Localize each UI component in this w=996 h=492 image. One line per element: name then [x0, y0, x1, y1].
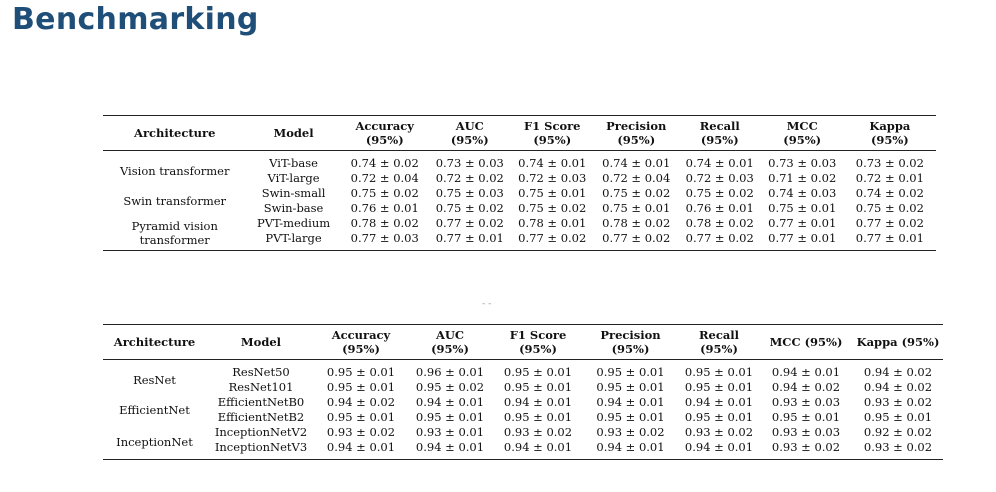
table-row — [103, 440, 943, 460]
metric-cell: 0.95 ± 0.01 — [684, 365, 754, 379]
header-ci: (95%) — [365, 133, 404, 147]
model-cell: Swin-base — [263, 201, 324, 215]
header-label: Kappa — [869, 119, 911, 133]
metric-cell: 0.77 ± 0.03 — [350, 231, 419, 245]
metric-cell: 0.95 ± 0.01 — [596, 365, 665, 379]
stray-mark: - - — [482, 299, 492, 309]
header-f1 — [494, 325, 582, 360]
header-ci: (95%) — [519, 342, 557, 356]
metric-cell: 0.73 ± 0.03 — [435, 156, 504, 170]
header-label: Recall — [699, 119, 740, 133]
model-cell: Swin-small — [261, 186, 326, 200]
metric-cell: 0.93 ± 0.02 — [684, 425, 754, 439]
metric-cell: 0.73 ± 0.03 — [768, 156, 837, 170]
metric-cell: 0.75 ± 0.02 — [350, 186, 419, 200]
metric-cell: 0.72 ± 0.04 — [602, 171, 671, 185]
metric-cell: 0.94 ± 0.01 — [596, 440, 665, 454]
header-ci: (95%) — [431, 342, 469, 356]
metric-cell: 0.71 ± 0.02 — [768, 171, 837, 185]
table-row — [103, 380, 943, 395]
metric-cell: 0.75 ± 0.02 — [435, 201, 504, 215]
table-row — [103, 360, 943, 381]
metric-cell: 0.94 ± 0.01 — [415, 440, 485, 454]
header-ci: (95%) — [533, 133, 572, 147]
metric-cell: 0.77 ± 0.01 — [855, 231, 924, 245]
table-header-row — [103, 325, 943, 360]
metric-cell: 0.94 ± 0.01 — [503, 395, 573, 409]
model-cell: InceptionNetV2 — [214, 425, 308, 439]
model-cell: EfficientNetB0 — [217, 395, 305, 409]
metric-cell: 0.74 ± 0.01 — [518, 156, 587, 170]
header-recall — [679, 325, 759, 360]
metric-cell: 0.74 ± 0.02 — [855, 186, 924, 200]
metric-cell: 0.72 ± 0.04 — [350, 171, 419, 185]
metric-cell: 0.76 ± 0.01 — [685, 201, 754, 215]
model-cell: ViT-large — [267, 171, 320, 185]
architecture-cell: Swin transformer — [123, 194, 227, 208]
metric-cell: 0.75 ± 0.01 — [602, 201, 671, 215]
header-ci: (95%) — [700, 342, 738, 356]
metric-cell: 0.75 ± 0.02 — [518, 201, 587, 215]
header-ci: (95%) — [611, 342, 650, 356]
table-header-row — [103, 116, 936, 151]
metric-cell: 0.75 ± 0.02 — [855, 201, 924, 215]
table-row — [103, 186, 936, 201]
metric-cell: 0.94 ± 0.02 — [326, 395, 396, 409]
metric-cell: 0.93 ± 0.02 — [863, 440, 933, 454]
header-architecture: Architecture — [134, 126, 216, 140]
metric-cell: 0.77 ± 0.02 — [435, 216, 504, 230]
architecture-cell: ResNet — [133, 373, 176, 387]
metric-cell: 0.93 ± 0.03 — [771, 395, 841, 409]
metric-cell: 0.95 ± 0.01 — [596, 380, 665, 394]
metric-cell: 0.77 ± 0.02 — [855, 216, 924, 230]
model-cell: ResNet50 — [232, 365, 290, 379]
header-f1 — [511, 116, 594, 151]
header-mcc: MCC (95%) — [769, 335, 843, 349]
metric-cell: 0.73 ± 0.02 — [855, 156, 924, 170]
header-ci: (95%) — [342, 342, 380, 356]
metric-cell: 0.95 ± 0.01 — [596, 410, 665, 424]
header-kappa — [844, 116, 936, 151]
metric-cell: 0.94 ± 0.01 — [771, 365, 841, 379]
metric-cell: 0.78 ± 0.02 — [602, 216, 671, 230]
metric-cell: 0.94 ± 0.02 — [771, 380, 841, 394]
header-ci: (95%) — [617, 133, 656, 147]
metric-cell: 0.94 ± 0.01 — [326, 440, 396, 454]
header-label: Recall — [698, 328, 740, 342]
header-model: Model — [273, 126, 314, 140]
header-precision — [594, 116, 679, 151]
metric-cell: 0.72 ± 0.03 — [685, 171, 754, 185]
header-auc — [429, 116, 511, 151]
model-cell: PVT-medium — [256, 216, 331, 230]
metric-cell: 0.76 ± 0.01 — [350, 201, 419, 215]
metric-cell: 0.94 ± 0.01 — [596, 395, 665, 409]
header-ci: (95%) — [700, 133, 739, 147]
table-body — [103, 360, 943, 460]
table-row — [103, 216, 936, 231]
metric-cell: 0.93 ± 0.03 — [771, 425, 841, 439]
transformer-benchmark-table — [103, 115, 936, 251]
metric-cell: 0.77 ± 0.02 — [518, 231, 587, 245]
metric-cell: 0.92 ± 0.02 — [863, 425, 933, 439]
metric-cell: 0.95 ± 0.01 — [503, 380, 573, 394]
model-cell: ResNet101 — [228, 380, 294, 394]
metric-cell: 0.95 ± 0.01 — [326, 410, 396, 424]
architecture-cell: EfficientNet — [119, 403, 190, 417]
metric-cell: 0.95 ± 0.01 — [415, 410, 485, 424]
header-label: F1 Score — [509, 328, 567, 342]
header-model: Model — [240, 335, 282, 349]
metric-cell: 0.93 ± 0.01 — [415, 425, 485, 439]
metric-cell: 0.95 ± 0.01 — [684, 410, 754, 424]
table-row — [103, 151, 936, 172]
header-ci: (95%) — [870, 133, 909, 147]
metric-cell: 0.95 ± 0.01 — [771, 410, 841, 424]
header-label: Accuracy — [331, 328, 391, 342]
metric-cell: 0.96 ± 0.01 — [415, 365, 485, 379]
header-label: AUC — [455, 119, 484, 133]
header-label: Precision — [600, 328, 661, 342]
header-accuracy — [316, 325, 406, 360]
metric-cell: 0.74 ± 0.03 — [768, 186, 837, 200]
metric-cell: 0.75 ± 0.02 — [685, 186, 754, 200]
header-auc — [406, 325, 494, 360]
metric-cell: 0.78 ± 0.01 — [518, 216, 587, 230]
metric-cell: 0.77 ± 0.02 — [602, 231, 671, 245]
architecture-cell: Pyramid vision transformer — [131, 219, 218, 247]
header-label: Precision — [606, 119, 667, 133]
metric-cell: 0.93 ± 0.02 — [771, 440, 841, 454]
table-row — [103, 395, 943, 410]
header-label: MCC — [786, 119, 818, 133]
metric-cell: 0.93 ± 0.02 — [503, 425, 573, 439]
metric-cell: 0.95 ± 0.02 — [415, 380, 485, 394]
metric-cell: 0.95 ± 0.01 — [503, 410, 573, 424]
header-kappa: Kappa (95%) — [856, 335, 940, 349]
page-title: Benchmarking — [12, 2, 259, 37]
metric-cell: 0.77 ± 0.01 — [768, 216, 837, 230]
header-ci: (95%) — [783, 133, 822, 147]
metric-cell: 0.77 ± 0.01 — [768, 231, 837, 245]
header-architecture: Architecture — [113, 335, 196, 349]
table-body — [103, 151, 936, 251]
model-cell: EfficientNetB2 — [217, 410, 305, 424]
header-ci: (95%) — [450, 133, 489, 147]
metric-cell: 0.74 ± 0.01 — [685, 156, 754, 170]
metric-cell: 0.94 ± 0.01 — [684, 395, 754, 409]
table-row — [103, 425, 943, 440]
metric-cell: 0.72 ± 0.01 — [855, 171, 924, 185]
metric-cell: 0.93 ± 0.02 — [326, 425, 396, 439]
metric-cell: 0.72 ± 0.03 — [518, 171, 587, 185]
model-cell: PVT-large — [265, 231, 322, 245]
cnn-benchmark-table — [103, 324, 943, 460]
metric-cell: 0.95 ± 0.01 — [863, 410, 933, 424]
header-label: F1 Score — [523, 119, 581, 133]
metric-cell: 0.72 ± 0.02 — [435, 171, 504, 185]
metric-cell: 0.94 ± 0.02 — [863, 380, 933, 394]
metric-cell: 0.77 ± 0.02 — [685, 231, 754, 245]
model-cell: InceptionNetV3 — [214, 440, 308, 454]
metric-cell: 0.94 ± 0.02 — [863, 365, 933, 379]
architecture-cell: Vision transformer — [119, 164, 230, 178]
architecture-cell: InceptionNet — [116, 435, 193, 449]
metric-cell: 0.75 ± 0.01 — [768, 201, 837, 215]
metric-cell: 0.78 ± 0.02 — [350, 216, 419, 230]
header-mcc — [761, 116, 844, 151]
header-label: AUC — [435, 328, 465, 342]
metric-cell: 0.74 ± 0.02 — [350, 156, 419, 170]
metric-cell: 0.94 ± 0.01 — [503, 440, 573, 454]
model-cell: ViT-base — [269, 156, 318, 170]
metric-cell: 0.77 ± 0.01 — [435, 231, 504, 245]
header-precision — [582, 325, 679, 360]
metric-cell: 0.75 ± 0.01 — [518, 186, 587, 200]
metric-cell: 0.94 ± 0.01 — [415, 395, 485, 409]
metric-cell: 0.95 ± 0.01 — [326, 365, 396, 379]
metric-cell: 0.95 ± 0.01 — [684, 380, 754, 394]
metric-cell: 0.93 ± 0.02 — [863, 395, 933, 409]
metric-cell: 0.95 ± 0.01 — [503, 365, 573, 379]
metric-cell: 0.93 ± 0.02 — [596, 425, 665, 439]
header-label: Accuracy — [355, 119, 414, 133]
metric-cell: 0.75 ± 0.03 — [435, 186, 504, 200]
metric-cell: 0.75 ± 0.02 — [602, 186, 671, 200]
metric-cell: 0.78 ± 0.02 — [685, 216, 754, 230]
metric-cell: 0.95 ± 0.01 — [326, 380, 396, 394]
table-row — [103, 410, 943, 425]
metric-cell: 0.94 ± 0.01 — [684, 440, 754, 454]
header-recall — [679, 116, 761, 151]
header-accuracy — [341, 116, 429, 151]
metric-cell: 0.74 ± 0.01 — [602, 156, 671, 170]
